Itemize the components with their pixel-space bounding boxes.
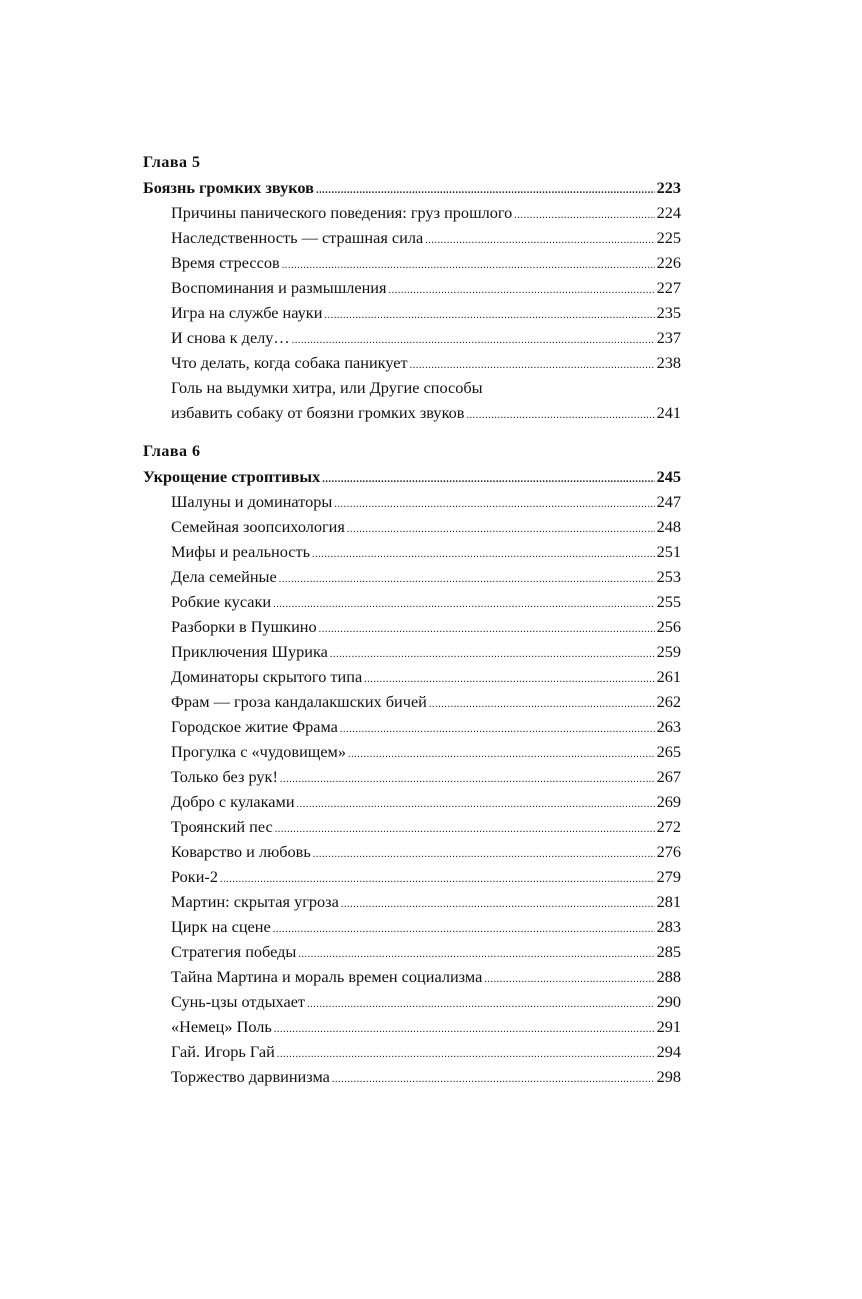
toc-entry-title: И снова к делу… [171,328,290,347]
toc-entry [143,839,681,864]
toc-entry-title: Фрам — гроза кандалакшских бичей [171,692,427,711]
toc-entry [143,250,681,275]
toc-entry-page-number: 294 [656,1042,681,1061]
toc-entry-title: Добро с кулаками [171,792,295,811]
toc-entry-title: Цирк на сцене [171,917,271,936]
toc-entry-line [143,375,681,400]
dot-leader [364,675,654,685]
dot-leader [312,550,655,560]
toc-entry [143,914,681,939]
toc-entry-title: Тайна Мартина и мораль времен социализма [171,967,483,986]
toc-entry [143,400,681,425]
dot-leader [347,525,655,535]
toc-entry-page-number: 224 [656,203,681,222]
toc-entry-title: Коварство и любовь [171,842,311,861]
toc-entry-page-number: 283 [656,917,681,936]
chapter-block [143,439,681,1089]
toc-entry-title: Разборки в Пушкино [171,617,317,636]
toc-entry [143,739,681,764]
dot-leader [274,1025,655,1035]
toc-entry-title: Роки-2 [171,867,218,886]
toc-entry-title: Сунь-цзы отдыхает [171,992,306,1011]
toc-entry [143,275,681,300]
toc-entry [143,1014,681,1039]
dot-leader [466,411,654,421]
dot-leader [330,650,655,660]
toc-entry [143,225,681,250]
toc-entry-title: Городское житие Фрама [171,717,338,736]
chapter-label: Глава 5 [143,154,201,171]
toc-entry-title: Робкие кусаки [171,592,272,611]
toc-entry-title: избавить собаку от боязни громких звуков [171,403,465,422]
toc-entry [143,789,681,814]
dot-leader [298,950,654,960]
toc-entry [143,1064,681,1089]
toc-entry-title-line1: Голь на выдумки хитра, или Другие способы [171,378,483,397]
toc-entry [143,989,681,1014]
toc-entry-title: Троянский пес [171,817,273,836]
toc-entry-page-number: 281 [656,892,681,911]
dot-leader [220,875,655,885]
chapter-page-number: 245 [656,467,681,486]
toc-entry-title: Мифы и реальность [171,542,311,561]
toc-entry [143,539,681,564]
toc-entry-page-number: 269 [656,792,681,811]
toc-entry [143,1039,681,1064]
toc-entry [143,489,681,514]
toc-entry [143,325,681,350]
toc-entry-page-number: 256 [656,617,681,636]
dot-leader [282,261,655,271]
toc-entry [143,564,681,589]
toc-entry-title: Наследственность — страшная сила [171,228,424,247]
chapter-title-row [143,464,681,489]
chapter-gap [143,425,681,439]
toc-entry-page-number: 237 [656,328,681,347]
toc-entry-page-number: 288 [656,967,681,986]
chapter-title: Укрощение строптивых [143,467,321,486]
toc-entry [143,200,681,225]
toc-entry [143,514,681,539]
toc-entry-page-number: 298 [656,1067,681,1086]
dot-leader [292,336,655,346]
dot-leader [279,575,655,585]
toc-entry-page-number: 227 [656,278,681,297]
dot-leader [316,186,655,196]
toc-entry-page-number: 226 [656,253,681,272]
toc-entry-title: Гай. Игорь Гай [171,1042,275,1061]
chapter-title-row [143,175,681,200]
toc-entry-page-number: 276 [656,842,681,861]
table-of-contents [143,150,681,1089]
dot-leader [340,725,655,735]
toc-entry-page-number: 248 [656,517,681,536]
toc-entry [143,664,681,689]
dot-leader [484,975,654,985]
toc-entry-page-number: 247 [656,492,681,511]
toc-entry [143,964,681,989]
toc-entry-title: Семейная зоопсихология [171,517,345,536]
toc-entry-title: Причины панического поведения: груз прошлого [171,203,513,222]
toc-entry-page-number: 238 [656,353,681,372]
chapter-page-number: 223 [656,178,681,197]
toc-entry-title: Только без рук! [171,767,278,786]
dot-leader [313,850,655,860]
toc-entry-title: Игра на службе науки [171,303,323,322]
toc-entry-page-number: 259 [656,642,681,661]
dot-leader [514,211,654,221]
dot-leader [389,286,655,296]
dot-leader [322,475,654,485]
dot-leader [341,900,655,910]
toc-entry-title: Время стрессов [171,253,280,272]
chapter-block [143,150,681,425]
toc-entry-page-number: 261 [656,667,681,686]
toc-entry [143,300,681,325]
toc-entry-page-number: 253 [656,567,681,586]
dot-leader [297,800,655,810]
toc-entry [143,764,681,789]
toc-entry-title: Шалуны и доминаторы [171,492,333,511]
toc-entry-title: Торжество дарвинизма [171,1067,330,1086]
toc-entry-title: Прогулка с «чудовищем» [171,742,346,761]
dot-leader [280,775,655,785]
toc-entry-title: Что делать, когда собака паникует [171,353,408,372]
toc-entry [143,814,681,839]
toc-entry [143,939,681,964]
toc-entry-title: Мартин: скрытая угроза [171,892,339,911]
toc-entry-title: Доминаторы скрытого типа [171,667,363,686]
toc-entry-page-number: 241 [656,403,681,422]
toc-entry-page-number: 262 [656,692,681,711]
dot-leader [277,1050,655,1060]
toc-entry [143,614,681,639]
toc-entry [143,589,681,614]
toc-entry-page-number: 272 [656,817,681,836]
dot-leader [334,500,654,510]
toc-entry [143,689,681,714]
dot-leader [425,236,654,246]
toc-entry-page-number: 263 [656,717,681,736]
toc-entry-page-number: 267 [656,767,681,786]
chapter-title: Боязнь громких звуков [143,178,314,197]
toc-entry-title: Приключения Шурика [171,642,328,661]
dot-leader [348,750,655,760]
toc-entry-page-number: 225 [656,228,681,247]
toc-entry-page-number: 251 [656,542,681,561]
chapter-label: Глава 6 [143,443,201,460]
toc-entry [143,350,681,375]
dot-leader [410,361,655,371]
toc-entry-title: Воспоминания и размышления [171,278,387,297]
toc-entry [143,889,681,914]
dot-leader [332,1075,655,1085]
dot-leader [273,600,654,610]
toc-entry-page-number: 265 [656,742,681,761]
dot-leader [273,925,655,935]
toc-entry-page-number: 285 [656,942,681,961]
toc-entry [143,639,681,664]
dot-leader [275,825,655,835]
toc-entry-page-number: 279 [656,867,681,886]
toc-entry-page-number: 291 [656,1017,681,1036]
toc-entry-title: Стратегия победы [171,942,297,961]
toc-entry-page-number: 235 [656,303,681,322]
toc-entry-title: «Немец» Поль [171,1017,272,1036]
toc-entry-title: Дела семейные [171,567,277,586]
dot-leader [429,700,655,710]
toc-entry-page-number: 290 [656,992,681,1011]
toc-entry [143,714,681,739]
toc-entry-page-number: 255 [656,592,681,611]
dot-leader [307,1000,655,1010]
toc-entry [143,864,681,889]
dot-leader [319,625,655,635]
dot-leader [324,311,654,321]
